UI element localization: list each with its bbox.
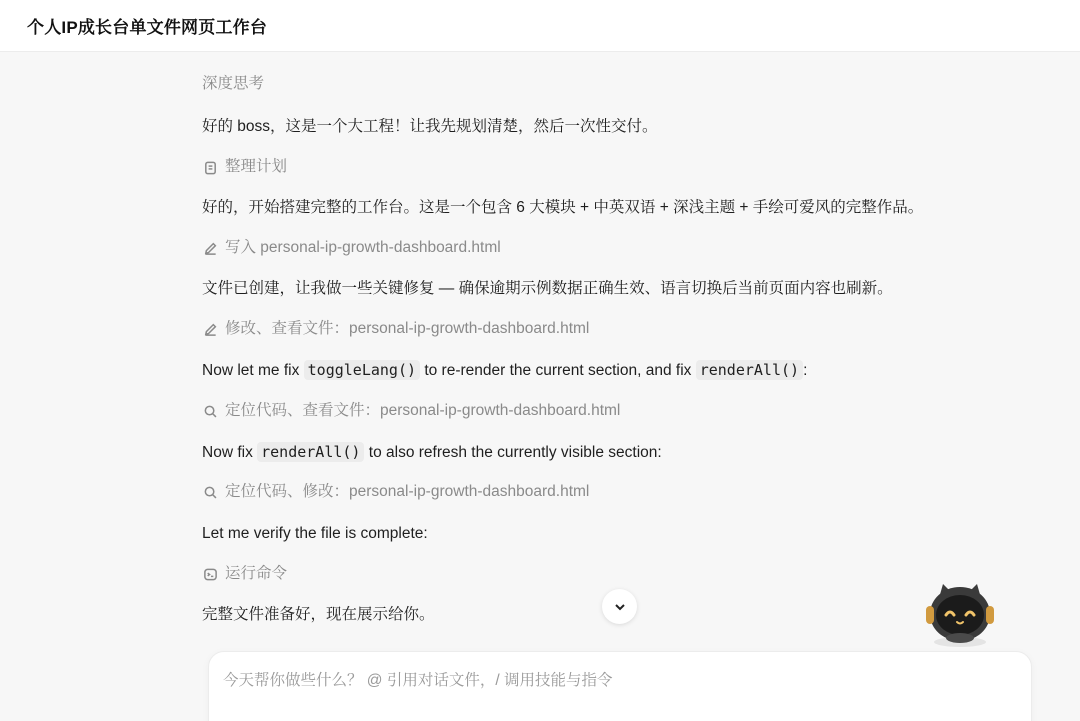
tool-step-run[interactable] (202, 563, 287, 585)
message-text: Now let me fix (202, 362, 304, 379)
tool-step-label: 整理计划 (225, 158, 288, 175)
tool-step-label: 运行命令 (225, 565, 288, 582)
composer-input[interactable]: 今天帮你做些什么？ @ 引用对话文件，/ 调用技能与指令 (223, 672, 613, 689)
tool-step-locate-view[interactable] (202, 400, 620, 422)
message-text: Now fix (202, 444, 258, 461)
message-text: : (803, 362, 808, 379)
conversation-panel[interactable] (0, 52, 1080, 721)
scroll-to-bottom-button[interactable] (602, 589, 637, 624)
robot-mascot-avatar[interactable] (920, 578, 1000, 650)
message-text: to re-render the current section, and fix (420, 362, 696, 379)
search-icon (202, 403, 218, 419)
chevron-down-icon (613, 600, 627, 614)
thinking-label[interactable]: 深度思考 (202, 75, 265, 92)
message-text: to also refresh the currently visible section: (364, 444, 662, 461)
tool-step-locate-edit[interactable] (202, 481, 589, 503)
inline-code: toggleLang() (304, 360, 420, 380)
pencil-icon (202, 240, 218, 256)
assistant-message (202, 441, 662, 464)
inline-code: renderAll() (257, 442, 364, 462)
assistant-message: 文件已创建，让我做一些关键修复 — 确保逾期示例数据正确生效、语言切换后当前页面内容也刷新。 (202, 280, 893, 297)
inline-code: renderAll() (696, 360, 803, 380)
assistant-message: 好的，开始搭建完整的工作台。这是一个包含 6 大模块 + 中英双语 + 深浅主题 + 手绘可爱风的完整作品。 (202, 199, 924, 216)
terminal-icon (202, 566, 218, 582)
page-title: 个人IP成长台单文件网页工作台 (27, 18, 268, 37)
assistant-message: 完整文件准备好，现在展示给你。 (202, 606, 435, 623)
pencil-icon (202, 321, 218, 337)
assistant-message (202, 359, 807, 382)
tool-step-label: 定位代码、修改：personal-ip-growth-dashboard.html (225, 483, 590, 500)
tool-step-plan[interactable] (202, 156, 287, 178)
tool-step-write[interactable] (202, 237, 501, 259)
tool-step-label: 写入 personal-ip-growth-dashboard.html (225, 239, 501, 256)
assistant-message: 好的 boss，这是一个大工程！让我先规划清楚，然后一次性交付。 (202, 118, 658, 135)
clipboard-icon (202, 159, 218, 175)
tool-step-edit[interactable] (202, 318, 589, 340)
header (0, 0, 1080, 52)
message-composer[interactable] (208, 651, 1032, 721)
tool-step-label: 修改、查看文件：personal-ip-growth-dashboard.html (225, 320, 590, 337)
search-icon (202, 484, 218, 500)
tool-step-label: 定位代码、查看文件：personal-ip-growth-dashboard.html (225, 402, 621, 419)
assistant-message: Let me verify the file is complete: (202, 525, 428, 542)
